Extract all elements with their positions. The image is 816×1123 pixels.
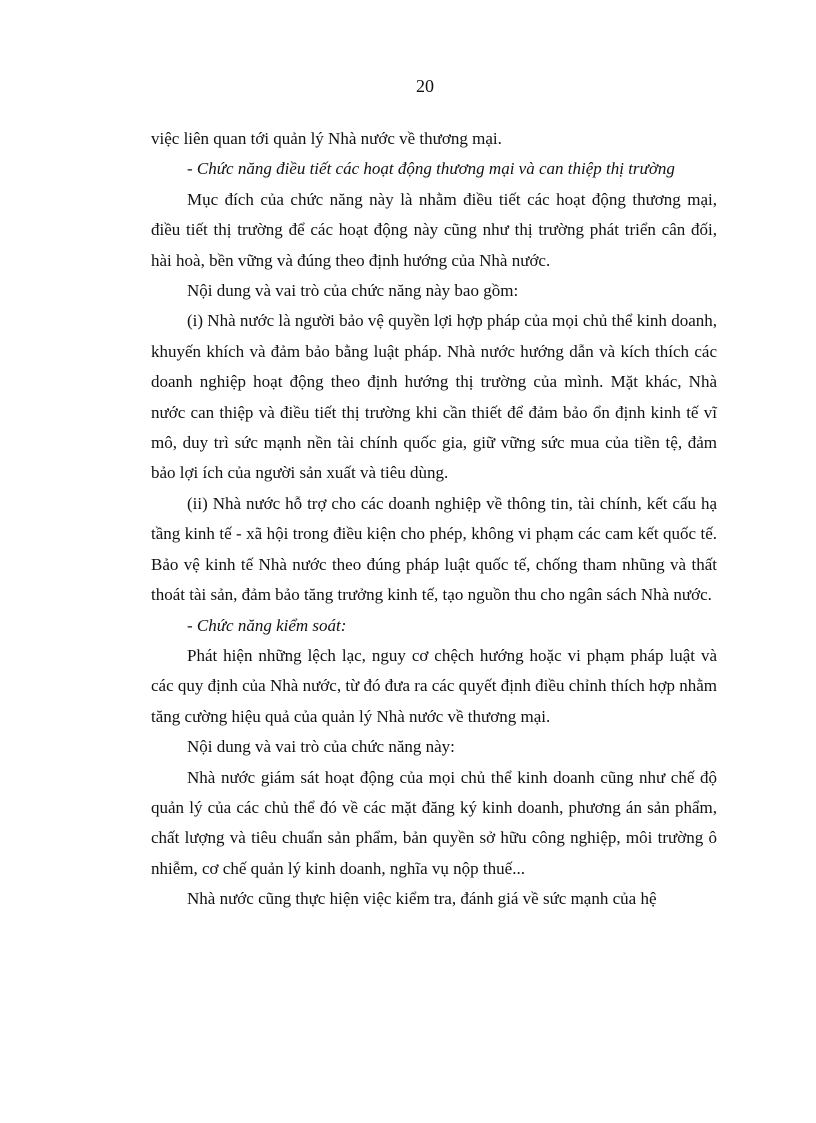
paragraph-purpose: Mục đích của chức năng này là nhằm điều tiết các hoạt động thương mại, điều tiết thị trường để các hoạt động này cũng như thị trường phát triển cân đối, hài hoà, bền vững và đúng theo định hướng của Nhà nước.: [151, 189, 717, 270]
paragraph-control-intro: Nội dung và vai trò của chức năng này:: [187, 737, 455, 757]
body-text: [151, 124, 717, 915]
paragraph-item-i: (i) Nhà nước là người bảo vệ quyền lợi hợp pháp của mọi chủ thể kinh doanh, khuyến khích và đảm bảo bằng luật pháp. Nhà nước hướng dẫn và kích thích các doanh nghiệp hoạt động theo định hướng thị trường của mình. Mặt khác, Nhà nước can thiệp và điều tiết thị trường khi cần thiết để đảm bảo ổn định kinh tế vĩ mô, duy trì sức mạnh nền tài chính quốc gia, giữ vững sức mua của tiền tệ, đảm bảo lợi ích của người sản xuất và tiêu dùng.: [151, 311, 717, 483]
paragraph-inspection: Nhà nước cũng thực hiện việc kiểm tra, đánh giá về sức mạnh của hệ: [187, 889, 657, 909]
section-heading-control: - Chức năng kiểm soát:: [187, 615, 347, 635]
section-heading-regulation: - Chức năng điều tiết các hoạt động thương mại và can thiệp thị trường: [187, 159, 675, 179]
paragraph-item-ii: (ii) Nhà nước hỗ trợ cho các doanh nghiệp về thông tin, tài chính, kết cấu hạ tầng kinh tế - xã hội trong điều kiện cho phép, không vi phạm các cam kết quốc tế. Bảo vệ kinh tế Nhà nước theo đúng pháp luật quốc tế, chống tham nhũng và thất thoát tài sản, đảm bảo tăng trưởng kinh tế, tạo nguồn thu cho ngân sách Nhà nước.: [151, 493, 717, 605]
page-number: 20: [416, 76, 434, 96]
paragraph-content-intro: Nội dung và vai trò của chức năng này bao gồm:: [187, 281, 519, 301]
paragraph-control-purpose: Phát hiện những lệch lạc, nguy cơ chệch hướng hoặc vi phạm pháp luật và các quy định của Nhà nước, từ đó đưa ra các quyết định điều chỉnh thích hợp nhằm tăng cường hiệu quả của quản lý Nhà nước về thương mại.: [151, 645, 717, 726]
paragraph-continuation: việc liên quan tới quản lý Nhà nước về thương mại.: [151, 129, 502, 148]
paragraph-supervision: Nhà nước giám sát hoạt động của mọi chủ thể kinh doanh cũng như chế độ quản lý của các chủ thể đó về các mặt đăng ký kinh doanh, phương án sản phẩm, chất lượng và tiêu chuẩn sản phẩm, bản quyền sở hữu công nghiệp, môi trường ô nhiễm, cơ chế quản lý kinh doanh, nghĩa vụ nộp thuế...: [151, 767, 717, 878]
